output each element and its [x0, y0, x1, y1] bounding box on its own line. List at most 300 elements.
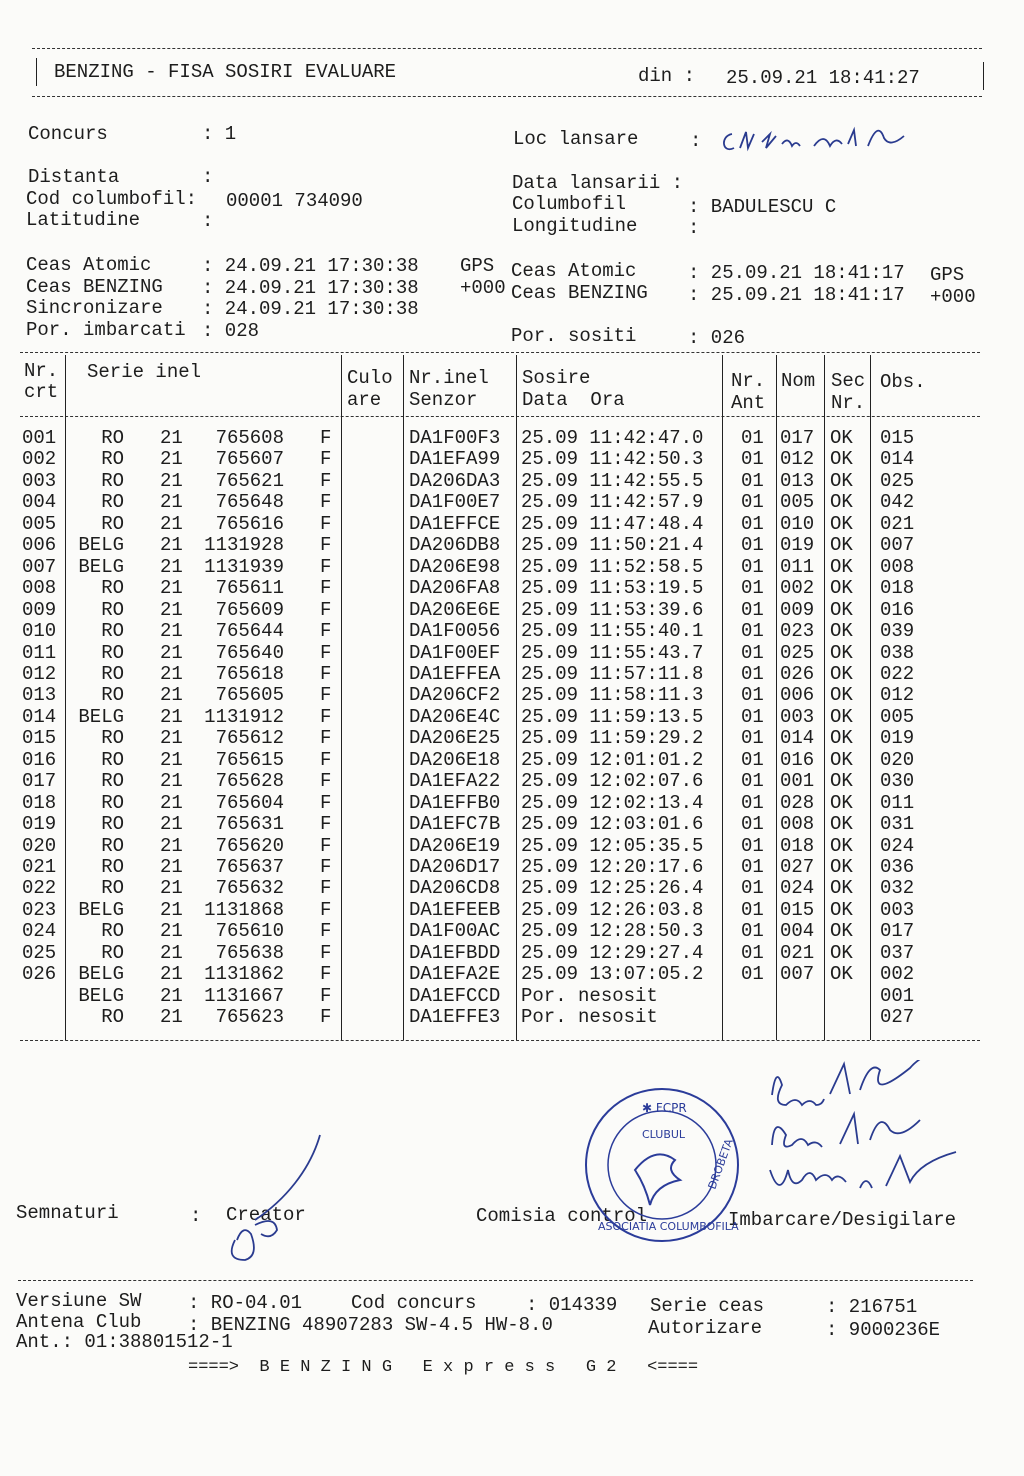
commission-signatures	[760, 1060, 970, 1210]
document-title: BENZING - FISA SOSIRI EVALUARE	[54, 61, 397, 83]
data-lansarii-label: Data lansarii :	[512, 172, 684, 194]
th-culoare-2: are	[347, 389, 382, 411]
row-nr: 009	[22, 598, 57, 621]
row-sec: OK	[830, 705, 853, 728]
row-ring-number: 1131912	[204, 705, 284, 728]
row-ring-number: 1131928	[204, 534, 284, 557]
row-country: RO	[101, 941, 124, 964]
row-sensor: DA1EFCCD	[409, 984, 501, 1007]
row-country: BELG	[78, 555, 124, 578]
row-sensor: DA1EFA2E	[409, 963, 501, 986]
row-country: RO	[101, 620, 124, 643]
row-sex: F	[320, 941, 332, 964]
row-sex: F	[320, 427, 332, 449]
row-ant: 01	[741, 877, 764, 900]
row-country: RO	[101, 770, 124, 793]
row-ant: 01	[741, 791, 764, 814]
row-obs: 017	[880, 920, 915, 943]
row-sec: OK	[830, 491, 853, 514]
row-year: 21	[160, 1006, 183, 1029]
row-obs: 007	[880, 534, 915, 557]
row-sensor: DA206CF2	[409, 684, 501, 707]
row-ring-number: 765604	[215, 791, 284, 814]
row-sensor: DA1F0056	[409, 620, 501, 643]
row-nr: 008	[22, 577, 57, 600]
row-ant: 01	[741, 920, 764, 943]
clock-value: : 24.09.21 17:30:38	[202, 255, 419, 277]
row-nr: 023	[22, 898, 57, 921]
row-sensor: DA1EFEEB	[409, 898, 501, 921]
row-sex: F	[320, 984, 332, 1007]
row-obs: 038	[880, 641, 915, 664]
row-arrival: Por. nesosit	[521, 1006, 658, 1029]
row-sex: F	[320, 512, 332, 535]
col-divider	[516, 355, 517, 1040]
row-ring-number: 765620	[215, 834, 284, 857]
row-sec: OK	[830, 834, 853, 857]
row-sex: F	[320, 856, 332, 878]
row-sensor: DA206E6E	[409, 598, 501, 621]
row-nr: 011	[22, 641, 57, 664]
comisia-label: Comisia control	[476, 1205, 648, 1227]
row-year: 21	[160, 662, 183, 685]
header-border-top	[32, 48, 982, 49]
row-country: BELG	[78, 898, 124, 921]
row-ant: 01	[741, 555, 764, 578]
row-nr: 002	[22, 448, 57, 471]
row-ant: 01	[741, 705, 764, 728]
row-ant: 01	[741, 534, 764, 557]
clock-label: Ceas Atomic	[26, 254, 152, 276]
row-sec: OK	[830, 898, 853, 921]
row-sec: OK	[830, 427, 853, 449]
row-arrival: 25.09 11:53:19.5	[521, 577, 704, 600]
clock-label: Por. imbarcati	[26, 319, 186, 341]
row-sex: F	[320, 641, 332, 664]
svg-text:DROBETA: DROBETA	[705, 1137, 736, 1192]
row-arrival: 25.09 11:42:57.9	[521, 491, 704, 514]
row-sex: F	[320, 598, 332, 621]
row-obs: 025	[880, 469, 915, 492]
antena-value: : BENZING 48907283 SW-4.5 HW-8.0	[188, 1314, 553, 1336]
row-obs: 021	[880, 512, 915, 535]
clock-value: : 24.09.21 17:30:38	[202, 277, 419, 299]
row-nom: 004	[780, 920, 815, 943]
row-sensor: DA206CD8	[409, 877, 501, 900]
row-nr: 021	[22, 856, 57, 878]
row-sex: F	[320, 834, 332, 857]
row-arrival: 25.09 11:57:11.8	[521, 662, 704, 685]
th-sosire: Sosire	[522, 367, 591, 389]
col-divider	[341, 355, 342, 1040]
svg-text:✱ FCPR: ✱ FCPR	[642, 1101, 687, 1115]
table-top-border	[20, 352, 980, 353]
row-ring-number: 765632	[215, 877, 284, 900]
table-bottom-border	[20, 1040, 980, 1041]
clock-value: : 25.09.21 18:41:17	[688, 284, 905, 306]
row-ant: 01	[741, 898, 764, 921]
row-arrival: 25.09 12:01:01.2	[521, 748, 704, 771]
th-nr: Nr.	[24, 360, 59, 382]
row-ant: 01	[741, 620, 764, 643]
row-obs: 024	[880, 834, 915, 857]
concurs-label: Concurs	[28, 123, 108, 145]
imbarcare-label: Imbarcare/Desigilare	[728, 1209, 957, 1231]
row-ring-number: 1131667	[204, 984, 284, 1007]
row-arrival: 25.09 12:28:50.3	[521, 920, 704, 943]
row-arrival: 25.09 11:42:50.3	[521, 448, 704, 471]
row-country: RO	[101, 1006, 124, 1029]
row-ant: 01	[741, 813, 764, 836]
longitudine-value: :	[688, 217, 700, 239]
row-sensor: DA206E98	[409, 555, 501, 578]
th-nom: Nom	[781, 370, 816, 392]
row-sex: F	[320, 555, 332, 578]
row-arrival: 25.09 12:25:26.4	[521, 877, 704, 900]
row-ant: 01	[741, 512, 764, 535]
autorizare-value: : 9000236E	[826, 1319, 941, 1341]
row-sec: OK	[830, 791, 853, 814]
row-sensor: DA1EFFEA	[409, 662, 501, 685]
clock-value: : 028	[202, 320, 260, 342]
th-crt: crt	[24, 381, 59, 403]
row-sex: F	[320, 534, 332, 557]
row-year: 21	[160, 941, 183, 964]
row-sec: OK	[830, 598, 853, 621]
cod-concurs-value: : 014339	[526, 1294, 618, 1316]
row-sensor: DA206DA3	[409, 469, 501, 492]
row-sensor: DA1EFFCE	[409, 512, 501, 535]
row-arrival: 25.09 12:02:07.6	[521, 770, 704, 793]
col-divider	[65, 355, 66, 1040]
row-ring-number: 765612	[215, 727, 284, 750]
row-country: RO	[101, 512, 124, 535]
row-nr: 016	[22, 748, 57, 771]
col-divider	[776, 355, 777, 1040]
col-divider	[403, 355, 404, 1040]
row-nr: 003	[22, 469, 57, 492]
row-ant: 01	[741, 963, 764, 986]
th-obs: Obs.	[880, 371, 926, 393]
row-year: 21	[160, 727, 183, 750]
columbofil-label: Columbofil	[512, 193, 627, 215]
row-country: RO	[101, 748, 124, 771]
row-nom: 024	[780, 877, 815, 900]
row-ring-number: 765644	[215, 620, 284, 643]
header-border-bottom	[32, 96, 982, 97]
antena-label: Antena Club	[16, 1311, 142, 1333]
row-ant: 01	[741, 427, 764, 449]
row-nr: 010	[22, 620, 57, 643]
row-country: RO	[101, 598, 124, 621]
th-nr-ant-2: Ant	[731, 392, 766, 414]
row-year: 21	[160, 512, 183, 535]
row-obs: 012	[880, 684, 915, 707]
row-obs: 016	[880, 598, 915, 621]
columbofil-value: : BADULESCU C	[688, 196, 837, 218]
loc-lansare-handwriting	[718, 124, 918, 160]
row-nr: 020	[22, 834, 57, 857]
row-ring-number: 765631	[215, 813, 284, 836]
row-country: RO	[101, 877, 124, 900]
row-sec: OK	[830, 662, 853, 685]
th-nr-ant-1: Nr.	[731, 370, 766, 392]
row-arrival: 25.09 12:29:27.4	[521, 941, 704, 964]
row-year: 21	[160, 705, 183, 728]
row-ant: 01	[741, 491, 764, 514]
row-sec: OK	[830, 813, 853, 836]
row-nom: 002	[780, 577, 815, 600]
row-ant: 01	[741, 834, 764, 857]
row-obs: 032	[880, 877, 915, 900]
row-sex: F	[320, 577, 332, 600]
row-sec: OK	[830, 963, 853, 986]
row-country: RO	[101, 727, 124, 750]
row-sec: OK	[830, 727, 853, 750]
cod-concurs-label: Cod concurs	[351, 1292, 477, 1314]
row-nom: 010	[780, 512, 815, 535]
row-ant: 01	[741, 598, 764, 621]
th-sec-1: Sec	[831, 370, 866, 392]
row-year: 21	[160, 491, 183, 514]
th-data-ora: Data Ora	[522, 389, 625, 411]
row-country: RO	[101, 469, 124, 492]
row-country: RO	[101, 813, 124, 836]
row-year: 21	[160, 641, 183, 664]
row-year: 21	[160, 748, 183, 771]
semnaturi-label: Semnaturi	[16, 1202, 119, 1224]
row-country: RO	[101, 641, 124, 664]
row-ring-number: 765609	[215, 598, 284, 621]
row-sec: OK	[830, 770, 853, 793]
row-nr: 017	[22, 770, 57, 793]
row-nom: 019	[780, 534, 815, 557]
row-sec: OK	[830, 620, 853, 643]
row-ring-number: 1131862	[204, 963, 284, 986]
row-nom: 028	[780, 791, 815, 814]
row-nr: 006	[22, 534, 57, 557]
row-nom: 023	[780, 620, 815, 643]
row-nom: 001	[780, 770, 815, 793]
row-ring-number: 765605	[215, 684, 284, 707]
latitudine-value: :	[202, 210, 214, 232]
row-nom: 008	[780, 813, 815, 836]
row-year: 21	[160, 963, 183, 986]
row-country: RO	[101, 491, 124, 514]
loc-lansare-sep: :	[690, 130, 702, 152]
row-country: RO	[101, 662, 124, 685]
row-sex: F	[320, 684, 332, 707]
row-ant: 01	[741, 469, 764, 492]
row-arrival: 25.09 11:50:21.4	[521, 534, 704, 557]
row-country: RO	[101, 684, 124, 707]
row-sensor: DA206D17	[409, 856, 501, 878]
row-sex: F	[320, 727, 332, 750]
row-country: BELG	[78, 984, 124, 1007]
row-obs: 039	[880, 620, 915, 643]
row-sec: OK	[830, 577, 853, 600]
row-ring-number: 765610	[215, 920, 284, 943]
row-sec: OK	[830, 534, 853, 557]
th-senzor: Senzor	[409, 389, 478, 411]
row-nom: 018	[780, 834, 815, 857]
cod-columbofil-value: 00001 734090	[226, 190, 363, 212]
row-country: RO	[101, 427, 124, 449]
row-year: 21	[160, 620, 183, 643]
antenna-id: Ant.: 01:38801512-1	[16, 1331, 233, 1353]
row-ring-number: 765638	[215, 941, 284, 964]
row-country: RO	[101, 834, 124, 857]
row-sensor: DA1F00E7	[409, 491, 501, 514]
clock-value: : 25.09.21 18:41:17	[688, 262, 905, 284]
row-nom: 011	[780, 555, 815, 578]
row-sex: F	[320, 662, 332, 685]
clock-label: Ceas BENZING	[511, 282, 648, 304]
row-year: 21	[160, 898, 183, 921]
row-nr: 018	[22, 791, 57, 814]
clock-label: Ceas BENZING	[26, 276, 163, 298]
row-arrival: 25.09 11:58:11.3	[521, 684, 704, 707]
autorizare-label: Autorizare	[648, 1317, 763, 1339]
footer-border	[18, 1280, 973, 1281]
row-sex: F	[320, 898, 332, 921]
sositi-label: Por. sositi	[511, 325, 637, 347]
row-arrival: 25.09 11:55:43.7	[521, 641, 704, 664]
row-year: 21	[160, 920, 183, 943]
row-arrival: Por. nesosit	[521, 984, 658, 1007]
row-sec: OK	[830, 920, 853, 943]
versiune-label: Versiune SW	[16, 1290, 142, 1312]
row-ant: 01	[741, 577, 764, 600]
col-divider	[870, 355, 871, 1040]
col-divider	[722, 355, 723, 1040]
clock-value: : 24.09.21 17:30:38	[202, 298, 419, 320]
row-sec: OK	[830, 856, 853, 878]
row-ring-number: 765615	[215, 748, 284, 771]
serie-ceas-value: : 216751	[826, 1296, 918, 1318]
row-obs: 011	[880, 791, 915, 814]
row-ant: 01	[741, 662, 764, 685]
th-serie-inel: Serie inel	[87, 361, 202, 383]
row-nr: 022	[22, 877, 57, 900]
row-obs: 014	[880, 448, 915, 471]
row-sensor: DA206E4C	[409, 705, 501, 728]
row-sex: F	[320, 469, 332, 492]
row-sensor: DA1EFBDD	[409, 941, 501, 964]
row-ring-number: 765640	[215, 641, 284, 664]
row-ant: 01	[741, 448, 764, 471]
semnaturi-sep: :	[190, 1205, 202, 1227]
row-sec: OK	[830, 748, 853, 771]
row-arrival: 25.09 13:07:05.2	[521, 963, 704, 986]
longitudine-label: Longitudine	[512, 215, 638, 237]
row-sec: OK	[830, 877, 853, 900]
row-sex: F	[320, 705, 332, 728]
row-arrival: 25.09 12:02:13.4	[521, 791, 704, 814]
row-sex: F	[320, 770, 332, 793]
row-sensor: DA1F00F3	[409, 427, 501, 449]
clock-suffix: GPS	[930, 264, 965, 286]
distanta-value: :	[202, 166, 214, 188]
row-sensor: DA1EFFB0	[409, 791, 501, 814]
row-nom: 009	[780, 598, 815, 621]
row-arrival: 25.09 12:26:03.8	[521, 898, 704, 921]
row-sex: F	[320, 920, 332, 943]
row-obs: 037	[880, 941, 915, 964]
row-country: RO	[101, 448, 124, 471]
row-year: 21	[160, 834, 183, 857]
row-obs: 031	[880, 813, 915, 836]
row-year: 21	[160, 427, 183, 449]
row-sensor: DA206E19	[409, 834, 501, 857]
row-sec: OK	[830, 512, 853, 535]
row-year: 21	[160, 577, 183, 600]
row-obs: 008	[880, 555, 915, 578]
row-country: RO	[101, 920, 124, 943]
row-nom: 015	[780, 898, 815, 921]
row-ant: 01	[741, 727, 764, 750]
row-obs: 020	[880, 748, 915, 771]
row-nr: 005	[22, 512, 57, 535]
row-arrival: 25.09 11:47:48.4	[521, 512, 704, 535]
row-ant: 01	[741, 770, 764, 793]
row-year: 21	[160, 448, 183, 471]
row-sensor: DA206E25	[409, 727, 501, 750]
row-sec: OK	[830, 684, 853, 707]
creator-signature	[215, 1130, 335, 1270]
row-arrival: 25.09 11:59:29.2	[521, 727, 704, 750]
row-sex: F	[320, 791, 332, 814]
row-nom: 013	[780, 469, 815, 492]
clock-suffix: +000	[930, 286, 976, 308]
row-nom: 026	[780, 662, 815, 685]
clock-suffix: +000	[460, 277, 506, 299]
row-sex: F	[320, 877, 332, 900]
row-sex: F	[320, 491, 332, 514]
row-arrival: 25.09 12:05:35.5	[521, 834, 704, 857]
row-ring-number: 765618	[215, 662, 284, 685]
row-nom: 021	[780, 941, 815, 964]
row-arrival: 25.09 11:55:40.1	[521, 620, 704, 643]
row-nr: 019	[22, 813, 57, 836]
row-obs: 015	[880, 427, 915, 449]
cod-columbofil-label: Cod columbofil:	[26, 188, 198, 210]
clock-suffix: GPS	[460, 255, 495, 277]
table-header-border	[20, 416, 980, 417]
th-sec-2: Nr.	[831, 392, 866, 414]
row-sec: OK	[830, 448, 853, 471]
versiune-value: : RO-04.01	[188, 1292, 303, 1314]
row-nr: 015	[22, 727, 57, 750]
row-sex: F	[320, 1006, 332, 1029]
row-sec: OK	[830, 641, 853, 664]
row-country: BELG	[78, 705, 124, 728]
row-arrival: 25.09 12:03:01.6	[521, 813, 704, 836]
din-label: din :	[638, 65, 696, 87]
row-ring-number: 765637	[215, 856, 284, 878]
row-year: 21	[160, 791, 183, 814]
row-ring-number: 765611	[215, 577, 284, 600]
row-obs: 042	[880, 491, 915, 514]
row-ring-number: 765648	[215, 491, 284, 514]
row-country: RO	[101, 577, 124, 600]
row-arrival: 25.09 12:20:17.6	[521, 856, 704, 878]
loc-lansare-label: Loc lansare	[513, 128, 639, 150]
row-sensor: DA1EFFE3	[409, 1006, 501, 1029]
row-year: 21	[160, 469, 183, 492]
row-sex: F	[320, 448, 332, 471]
row-obs: 030	[880, 770, 915, 793]
